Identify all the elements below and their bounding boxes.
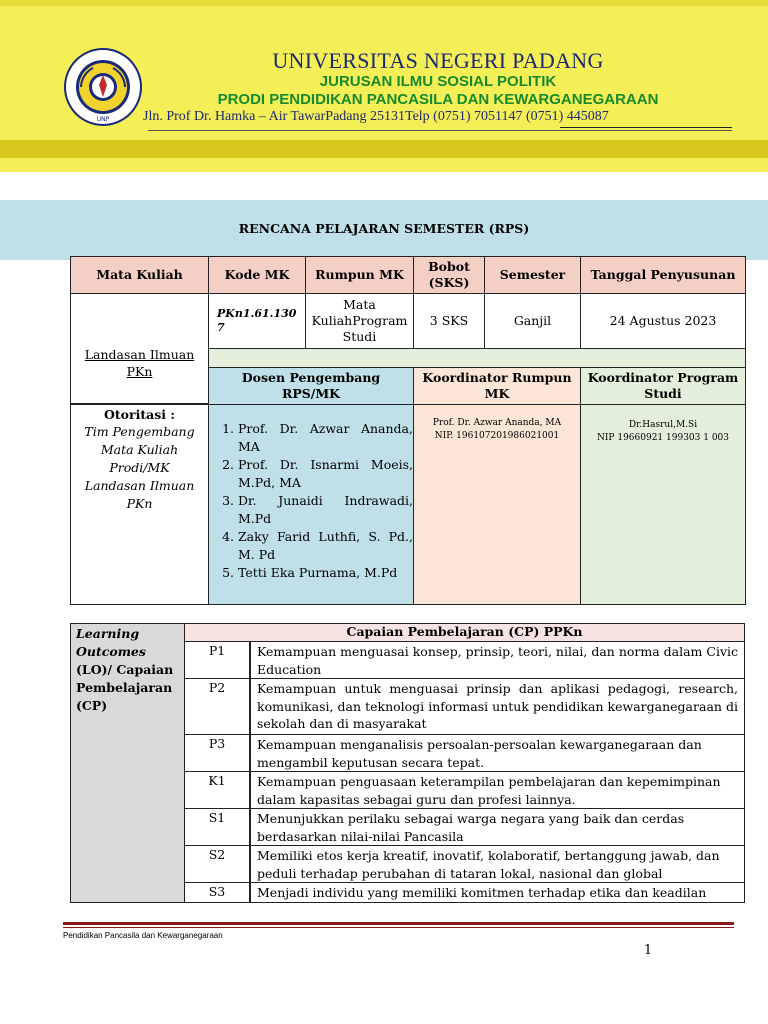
list-item: 4. Zaky Farid Luthfi, S. Pd., M. Pd xyxy=(238,528,413,564)
cp-text: Kemampuan menguasai konsep, prinsip, teori, nilai, dan norma dalam Civic Education xyxy=(250,641,745,679)
header-koordinator-rumpun: Koordinator Rumpun MK xyxy=(413,367,581,405)
course-code: PKn1.61.130 7 xyxy=(208,293,306,349)
university-address: Jln. Prof Dr. Hamka – Air TawarPadang 25131Telp (0751) 7051147 (0751) 445087 xyxy=(143,109,609,124)
otoritasi-label: Otoritasi : xyxy=(104,407,175,422)
cp-code: S3 xyxy=(184,882,250,903)
header-rumpun-mk: Rumpun MK xyxy=(305,256,414,294)
letterhead-rule xyxy=(560,127,732,128)
cp-code: K1 xyxy=(184,771,250,809)
koordinator-prodi-nip: NIP 19660921 199303 1 003 xyxy=(597,433,729,443)
header-kode-mk: Kode MK xyxy=(208,256,306,294)
koordinator-rumpun-nip: NIP. 196107201986021001 xyxy=(434,431,560,441)
cp-text: Kemampuan untuk menguasai prinsip dan aplikasi pedagogi, research, komunikasi, dan teknologi informasi untuk pendidikan kewarganegaraan di sekolah dan di masyarakat xyxy=(250,678,745,735)
cp-text: Kemampuan menganalisis persoalan-persoalan kewarganegaraan dan mengambil keputusan secara tepat. xyxy=(250,734,745,772)
cp-code: S1 xyxy=(184,808,250,846)
course-name: Landasan Ilmuan PKn xyxy=(84,347,195,379)
cp-text: Memiliki etos kerja kreatif, inovatif, kolaboratif, bertanggung jawab, dan peduli terhadap perubahan di tataran lokal, nasional dan global xyxy=(250,845,745,883)
letterhead-top-band xyxy=(0,0,768,6)
dosen-list xyxy=(208,420,413,582)
university-logo-icon xyxy=(63,47,143,127)
university-name: UNIVERSITAS NEGERI PADANG xyxy=(272,48,604,73)
course-sks: 3 SKS xyxy=(413,293,485,349)
cp-code: P1 xyxy=(184,641,250,679)
lo-label-rest: (LO)/ Capaian Pembelajaran (CP) xyxy=(76,662,174,713)
list-item: 5. Tetti Eka Purnama, M.Pd xyxy=(238,564,413,582)
header-tanggal: Tanggal Penyusunan xyxy=(580,256,746,294)
list-item: 2. Prof. Dr. Isnarmi Moeis, M.Pd, MA xyxy=(238,456,413,492)
letterhead-band xyxy=(0,140,768,158)
separator-row xyxy=(208,348,746,368)
course-rumpun: Mata KuliahProgram Studi xyxy=(305,293,414,349)
letterhead-rule xyxy=(148,130,732,131)
logo-text: UNP xyxy=(96,116,110,123)
program-name: PRODI PENDIDIKAN PANCASILA DAN KEWARGANEGARAAN xyxy=(217,91,659,108)
header-dosen: Dosen Pengembang RPS/MK xyxy=(208,367,414,405)
header-mata-kuliah: Mata Kuliah xyxy=(70,256,209,294)
course-semester: Ganjil xyxy=(484,293,581,349)
footer-text: Pendidikan Pancasila dan Kewarganegaraan xyxy=(63,931,223,940)
course-date: 24 Agustus 2023 xyxy=(580,293,746,349)
list-item: 1. Prof. Dr. Azwar Ananda, MA xyxy=(238,420,413,456)
document-title: RENCANA PELAJARAN SEMESTER (RPS) xyxy=(238,221,530,236)
cp-code: S2 xyxy=(184,845,250,883)
cp-text: Kemampuan penguasaan keterampilan pembelajaran dan kepemimpinan dalam kapasitas sebagai guru dan profesi lainnya. xyxy=(250,771,745,809)
koordinator-prodi-name: Dr.Hasrul,M.Si xyxy=(628,420,698,430)
cp-text: Menjadi individu yang memiliki komitmen terhadap etika dan keadilan xyxy=(250,882,745,903)
cp-code: P3 xyxy=(184,734,250,772)
cp-title: Capaian Pembelajaran (CP) PPKn xyxy=(184,623,745,642)
department-name: JURUSAN ILMU SOSIAL POLITIK xyxy=(319,73,557,90)
cp-text: Menunjukkan perilaku sebagai warga negara yang baik dan cerdas berdasarkan nilai-nilai Pancasila xyxy=(250,808,745,846)
course-name-cell xyxy=(70,293,209,404)
otoritasi-cell xyxy=(70,404,209,605)
footer-rule xyxy=(63,922,734,925)
header-koordinator-prodi: Koordinator Program Studi xyxy=(580,367,746,405)
koordinator-rumpun-cell xyxy=(413,404,581,605)
otoritasi-text: Tim Pengembang Mata Kuliah Prodi/MK Landasan Ilmuan PKn xyxy=(84,424,195,512)
lo-label-italic: Learning Outcomes xyxy=(76,626,146,659)
page-number: 1 xyxy=(643,943,653,958)
list-item: 3. Dr. Junaidi Indrawadi, M.Pd xyxy=(238,492,413,528)
footer-rule xyxy=(63,927,734,928)
header-bobot: Bobot (SKS) xyxy=(413,256,485,294)
learning-outcomes-label xyxy=(70,623,185,903)
koordinator-prodi-cell xyxy=(580,404,746,605)
koordinator-rumpun-name: Prof. Dr. Azwar Ananda, MA xyxy=(432,418,562,428)
header-semester: Semester xyxy=(484,256,581,294)
cp-code: P2 xyxy=(184,678,250,735)
